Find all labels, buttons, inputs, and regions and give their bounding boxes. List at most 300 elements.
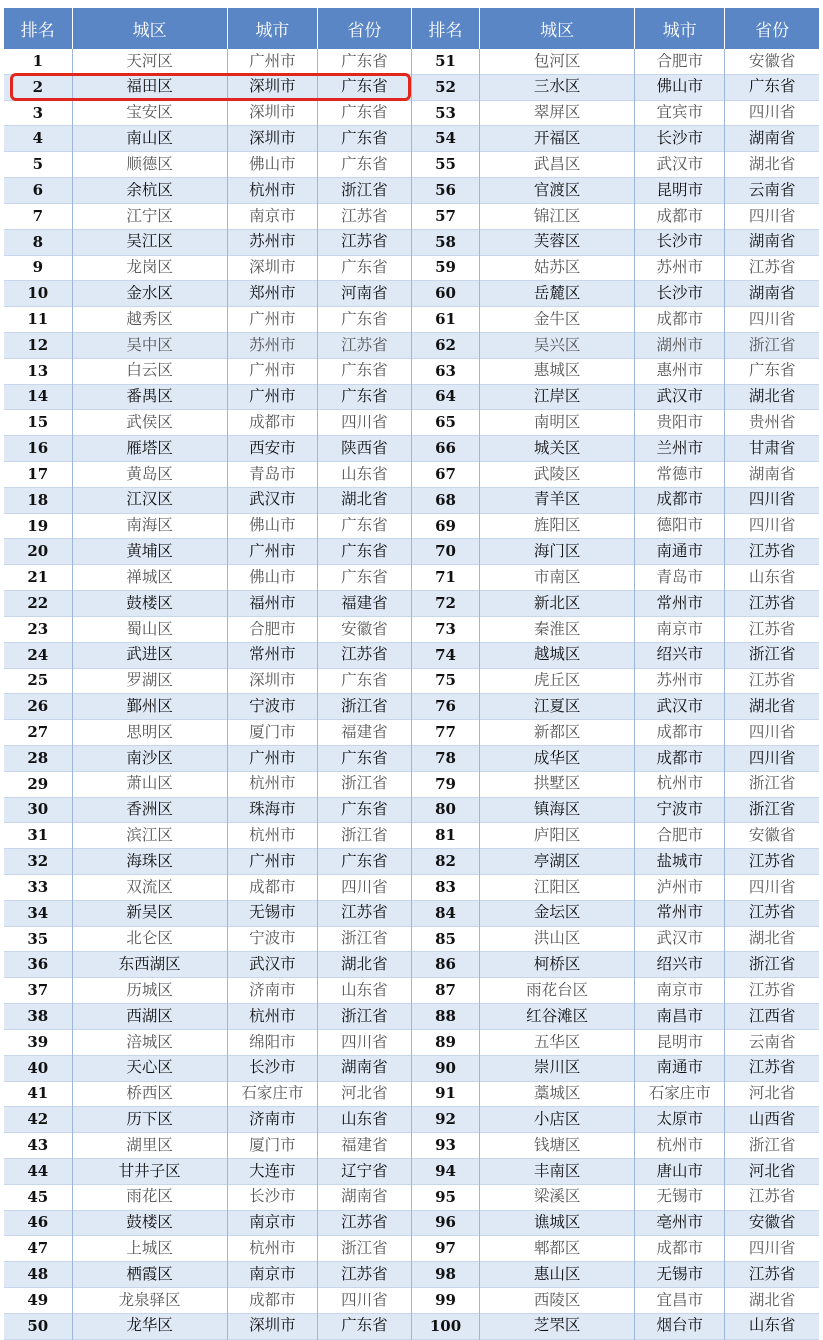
cell-district-right: 翠屏区 [480, 100, 635, 126]
table-row [4, 1107, 819, 1133]
cell-district-left: 番禺区 [72, 384, 227, 410]
cell-province-left: 广东省 [317, 126, 411, 152]
table-row [4, 1133, 819, 1159]
cell-province-left: 广东省 [317, 745, 411, 771]
cell-district-right: 市南区 [480, 565, 635, 591]
cell-province-right: 四川省 [725, 203, 819, 229]
table-row [4, 565, 819, 591]
cell-city-left: 广州市 [227, 849, 317, 875]
cell-province-left: 浙江省 [317, 771, 411, 797]
cell-district-left: 龙岗区 [72, 255, 227, 281]
cell-city-left: 石家庄市 [227, 1081, 317, 1107]
cell-city-right: 杭州市 [635, 771, 725, 797]
cell-district-right: 梁溪区 [480, 1184, 635, 1210]
cell-rank-left: 27 [4, 720, 72, 746]
cell-rank-right: 83 [411, 875, 479, 901]
cell-district-left: 上城区 [72, 1236, 227, 1262]
cell-province-left: 湖北省 [317, 952, 411, 978]
cell-city-left: 广州市 [227, 539, 317, 565]
cell-province-left: 河北省 [317, 1081, 411, 1107]
cell-province-left: 广东省 [317, 849, 411, 875]
cell-district-right: 崇川区 [480, 1055, 635, 1081]
cell-city-right: 宁波市 [635, 797, 725, 823]
cell-rank-left: 35 [4, 926, 72, 952]
cell-district-left: 涪城区 [72, 1029, 227, 1055]
cell-rank-right: 85 [411, 926, 479, 952]
cell-province-left: 江苏省 [317, 203, 411, 229]
cell-rank-right: 94 [411, 1158, 479, 1184]
cell-rank-right: 56 [411, 178, 479, 204]
cell-district-left: 天心区 [72, 1055, 227, 1081]
cell-province-left: 湖南省 [317, 1055, 411, 1081]
cell-city-left: 深圳市 [227, 126, 317, 152]
cell-district-right: 南明区 [480, 410, 635, 436]
cell-city-right: 德阳市 [635, 513, 725, 539]
cell-rank-left: 4 [4, 126, 72, 152]
cell-district-right: 芙蓉区 [480, 229, 635, 255]
cell-rank-right: 79 [411, 771, 479, 797]
cell-city-left: 深圳市 [227, 668, 317, 694]
cell-district-right: 三水区 [480, 74, 635, 100]
cell-city-left: 无锡市 [227, 900, 317, 926]
cell-city-left: 深圳市 [227, 74, 317, 100]
cell-district-right: 岳麓区 [480, 281, 635, 307]
cell-city-right: 绍兴市 [635, 952, 725, 978]
cell-rank-left: 28 [4, 745, 72, 771]
cell-rank-right: 72 [411, 591, 479, 617]
cell-city-left: 西安市 [227, 436, 317, 462]
header-province-left: 省份 [317, 8, 411, 49]
cell-city-left: 广州市 [227, 49, 317, 74]
cell-province-right: 安徽省 [725, 1210, 819, 1236]
cell-rank-left: 37 [4, 978, 72, 1004]
cell-rank-right: 84 [411, 900, 479, 926]
table-row [4, 1029, 819, 1055]
cell-district-left: 余杭区 [72, 178, 227, 204]
cell-district-right: 包河区 [480, 49, 635, 74]
cell-rank-right: 89 [411, 1029, 479, 1055]
cell-rank-right: 95 [411, 1184, 479, 1210]
cell-city-right: 昆明市 [635, 178, 725, 204]
cell-city-left: 珠海市 [227, 797, 317, 823]
cell-district-right: 钱塘区 [480, 1133, 635, 1159]
cell-rank-right: 81 [411, 823, 479, 849]
table-row [4, 513, 819, 539]
cell-rank-right: 57 [411, 203, 479, 229]
table-row [4, 797, 819, 823]
cell-rank-left: 23 [4, 616, 72, 642]
cell-district-right: 青羊区 [480, 487, 635, 513]
header-city-right: 城市 [635, 8, 725, 49]
header-rank-right: 排名 [411, 8, 479, 49]
cell-district-right: 旌阳区 [480, 513, 635, 539]
cell-city-left: 杭州市 [227, 1236, 317, 1262]
cell-rank-right: 54 [411, 126, 479, 152]
cell-rank-left: 33 [4, 875, 72, 901]
cell-province-right: 山东省 [725, 1313, 819, 1339]
cell-province-left: 江苏省 [317, 1262, 411, 1288]
cell-rank-right: 73 [411, 616, 479, 642]
cell-rank-right: 74 [411, 642, 479, 668]
cell-district-right: 西陵区 [480, 1288, 635, 1314]
cell-district-right: 吴兴区 [480, 332, 635, 358]
cell-city-left: 武汉市 [227, 952, 317, 978]
cell-province-right: 湖北省 [725, 384, 819, 410]
table-row [4, 1236, 819, 1262]
cell-province-right: 甘肃省 [725, 436, 819, 462]
cell-rank-right: 66 [411, 436, 479, 462]
table-row [4, 875, 819, 901]
cell-rank-right: 82 [411, 849, 479, 875]
cell-rank-left: 3 [4, 100, 72, 126]
cell-rank-left: 38 [4, 1004, 72, 1030]
cell-rank-right: 71 [411, 565, 479, 591]
cell-province-left: 广东省 [317, 74, 411, 100]
cell-city-left: 佛山市 [227, 152, 317, 178]
cell-province-left: 江苏省 [317, 229, 411, 255]
cell-city-right: 成都市 [635, 487, 725, 513]
cell-province-left: 江苏省 [317, 900, 411, 926]
cell-district-left: 双流区 [72, 875, 227, 901]
table-row [4, 1262, 819, 1288]
cell-rank-right: 63 [411, 358, 479, 384]
cell-rank-right: 78 [411, 745, 479, 771]
cell-province-left: 山东省 [317, 1107, 411, 1133]
ranking-table-container [4, 0, 819, 1340]
table-row [4, 152, 819, 178]
cell-rank-left: 32 [4, 849, 72, 875]
cell-district-right: 锦江区 [480, 203, 635, 229]
cell-province-right: 湖南省 [725, 281, 819, 307]
cell-city-right: 贵阳市 [635, 410, 725, 436]
cell-rank-right: 62 [411, 332, 479, 358]
cell-province-left: 广东省 [317, 565, 411, 591]
cell-province-right: 湖北省 [725, 926, 819, 952]
cell-province-left: 四川省 [317, 875, 411, 901]
cell-city-right: 合肥市 [635, 49, 725, 74]
table-row [4, 281, 819, 307]
cell-district-left: 历城区 [72, 978, 227, 1004]
header-row [4, 8, 819, 49]
cell-district-left: 天河区 [72, 49, 227, 74]
cell-province-left: 四川省 [317, 1029, 411, 1055]
cell-province-right: 云南省 [725, 1029, 819, 1055]
cell-city-right: 成都市 [635, 1236, 725, 1262]
cell-district-left: 禅城区 [72, 565, 227, 591]
cell-city-left: 长沙市 [227, 1184, 317, 1210]
cell-province-left: 广东省 [317, 255, 411, 281]
cell-rank-left: 25 [4, 668, 72, 694]
table-row [4, 591, 819, 617]
cell-province-left: 浙江省 [317, 1004, 411, 1030]
table-row [4, 178, 819, 204]
cell-city-right: 绍兴市 [635, 642, 725, 668]
cell-rank-right: 97 [411, 1236, 479, 1262]
cell-rank-left: 42 [4, 1107, 72, 1133]
cell-rank-left: 46 [4, 1210, 72, 1236]
cell-district-left: 越秀区 [72, 307, 227, 333]
cell-rank-left: 20 [4, 539, 72, 565]
cell-district-left: 南海区 [72, 513, 227, 539]
cell-district-left: 东西湖区 [72, 952, 227, 978]
cell-district-left: 江宁区 [72, 203, 227, 229]
cell-province-right: 浙江省 [725, 797, 819, 823]
cell-district-left: 滨江区 [72, 823, 227, 849]
table-row [4, 616, 819, 642]
cell-district-left: 新吴区 [72, 900, 227, 926]
cell-province-left: 广东省 [317, 513, 411, 539]
cell-city-right: 长沙市 [635, 126, 725, 152]
cell-city-right: 成都市 [635, 745, 725, 771]
table-row [4, 952, 819, 978]
cell-rank-right: 93 [411, 1133, 479, 1159]
cell-city-left: 长沙市 [227, 1055, 317, 1081]
cell-rank-right: 68 [411, 487, 479, 513]
cell-rank-left: 43 [4, 1133, 72, 1159]
header-city-left: 城市 [227, 8, 317, 49]
cell-city-left: 杭州市 [227, 178, 317, 204]
cell-rank-right: 88 [411, 1004, 479, 1030]
cell-city-left: 苏州市 [227, 332, 317, 358]
cell-province-left: 湖北省 [317, 487, 411, 513]
table-row [4, 229, 819, 255]
cell-rank-left: 48 [4, 1262, 72, 1288]
cell-province-right: 江苏省 [725, 255, 819, 281]
cell-province-left: 福建省 [317, 591, 411, 617]
cell-district-right: 镇海区 [480, 797, 635, 823]
cell-province-right: 江苏省 [725, 849, 819, 875]
cell-rank-right: 59 [411, 255, 479, 281]
cell-province-right: 四川省 [725, 875, 819, 901]
cell-province-left: 广东省 [317, 384, 411, 410]
cell-district-left: 海珠区 [72, 849, 227, 875]
cell-city-right: 惠州市 [635, 358, 725, 384]
cell-rank-right: 58 [411, 229, 479, 255]
cell-rank-right: 55 [411, 152, 479, 178]
cell-district-right: 江阳区 [480, 875, 635, 901]
cell-city-left: 福州市 [227, 591, 317, 617]
table-row [4, 49, 819, 74]
cell-city-left: 济南市 [227, 1107, 317, 1133]
cell-province-left: 广东省 [317, 152, 411, 178]
cell-rank-left: 15 [4, 410, 72, 436]
cell-district-left: 西湖区 [72, 1004, 227, 1030]
cell-city-right: 烟台市 [635, 1313, 725, 1339]
cell-district-right: 藁城区 [480, 1081, 635, 1107]
cell-district-right: 金牛区 [480, 307, 635, 333]
cell-district-right: 惠城区 [480, 358, 635, 384]
cell-rank-right: 64 [411, 384, 479, 410]
cell-district-left: 白云区 [72, 358, 227, 384]
cell-province-right: 云南省 [725, 178, 819, 204]
cell-province-left: 陕西省 [317, 436, 411, 462]
cell-district-left: 武进区 [72, 642, 227, 668]
cell-province-right: 江西省 [725, 1004, 819, 1030]
cell-district-right: 城关区 [480, 436, 635, 462]
cell-province-right: 贵州省 [725, 410, 819, 436]
cell-rank-right: 53 [411, 100, 479, 126]
cell-city-left: 郑州市 [227, 281, 317, 307]
cell-district-right: 谯城区 [480, 1210, 635, 1236]
table-row [4, 410, 819, 436]
cell-rank-left: 36 [4, 952, 72, 978]
cell-district-right: 海门区 [480, 539, 635, 565]
table-row [4, 771, 819, 797]
cell-rank-left: 29 [4, 771, 72, 797]
cell-rank-left: 34 [4, 900, 72, 926]
cell-district-right: 小店区 [480, 1107, 635, 1133]
table-row [4, 307, 819, 333]
table-row [4, 849, 819, 875]
cell-city-left: 广州市 [227, 384, 317, 410]
cell-district-right: 新北区 [480, 591, 635, 617]
cell-district-left: 历下区 [72, 1107, 227, 1133]
cell-city-right: 常州市 [635, 900, 725, 926]
cell-province-right: 浙江省 [725, 952, 819, 978]
cell-city-right: 湖州市 [635, 332, 725, 358]
cell-province-right: 江苏省 [725, 591, 819, 617]
table-row [4, 358, 819, 384]
cell-city-right: 苏州市 [635, 668, 725, 694]
cell-province-left: 广东省 [317, 307, 411, 333]
cell-province-right: 河北省 [725, 1081, 819, 1107]
cell-province-left: 安徽省 [317, 616, 411, 642]
cell-city-right: 无锡市 [635, 1262, 725, 1288]
cell-city-left: 厦门市 [227, 720, 317, 746]
header-district-right: 城区 [480, 8, 635, 49]
cell-rank-right: 61 [411, 307, 479, 333]
cell-city-right: 太原市 [635, 1107, 725, 1133]
cell-rank-right: 69 [411, 513, 479, 539]
cell-province-left: 广东省 [317, 797, 411, 823]
cell-province-left: 四川省 [317, 410, 411, 436]
cell-city-left: 杭州市 [227, 1004, 317, 1030]
table-row [4, 462, 819, 488]
cell-rank-right: 52 [411, 74, 479, 100]
cell-province-left: 江苏省 [317, 642, 411, 668]
cell-province-right: 浙江省 [725, 771, 819, 797]
cell-rank-left: 30 [4, 797, 72, 823]
cell-province-right: 江苏省 [725, 1262, 819, 1288]
cell-rank-right: 87 [411, 978, 479, 1004]
cell-rank-left: 49 [4, 1288, 72, 1314]
table-row [4, 1081, 819, 1107]
cell-city-left: 苏州市 [227, 229, 317, 255]
cell-rank-right: 65 [411, 410, 479, 436]
cell-rank-left: 21 [4, 565, 72, 591]
cell-rank-left: 44 [4, 1158, 72, 1184]
cell-province-left: 江苏省 [317, 332, 411, 358]
cell-province-left: 山东省 [317, 462, 411, 488]
cell-rank-left: 1 [4, 49, 72, 74]
cell-district-right: 武昌区 [480, 152, 635, 178]
cell-province-right: 湖北省 [725, 152, 819, 178]
cell-province-left: 广东省 [317, 668, 411, 694]
cell-province-right: 湖北省 [725, 1288, 819, 1314]
cell-city-left: 济南市 [227, 978, 317, 1004]
cell-city-right: 长沙市 [635, 229, 725, 255]
cell-city-right: 长沙市 [635, 281, 725, 307]
cell-city-right: 武汉市 [635, 152, 725, 178]
table-row [4, 720, 819, 746]
cell-province-left: 四川省 [317, 1288, 411, 1314]
table-row [4, 74, 819, 100]
cell-district-right: 庐阳区 [480, 823, 635, 849]
cell-district-right: 开福区 [480, 126, 635, 152]
cell-district-right: 拱墅区 [480, 771, 635, 797]
cell-city-left: 杭州市 [227, 771, 317, 797]
cell-city-left: 南京市 [227, 203, 317, 229]
cell-district-right: 成华区 [480, 745, 635, 771]
table-row [4, 668, 819, 694]
cell-province-right: 河北省 [725, 1158, 819, 1184]
cell-district-left: 龙泉驿区 [72, 1288, 227, 1314]
cell-province-right: 江苏省 [725, 900, 819, 926]
cell-district-left: 金水区 [72, 281, 227, 307]
table-row [4, 745, 819, 771]
header-district-left: 城区 [72, 8, 227, 49]
cell-rank-left: 17 [4, 462, 72, 488]
cell-province-right: 四川省 [725, 745, 819, 771]
cell-district-right: 五华区 [480, 1029, 635, 1055]
cell-district-right: 官渡区 [480, 178, 635, 204]
cell-province-right: 江苏省 [725, 539, 819, 565]
cell-province-left: 福建省 [317, 720, 411, 746]
cell-district-left: 湖里区 [72, 1133, 227, 1159]
cell-district-left: 罗湖区 [72, 668, 227, 694]
cell-district-left: 吴中区 [72, 332, 227, 358]
cell-city-left: 成都市 [227, 1288, 317, 1314]
table-row [4, 823, 819, 849]
cell-rank-right: 67 [411, 462, 479, 488]
cell-city-right: 成都市 [635, 203, 725, 229]
cell-rank-right: 70 [411, 539, 479, 565]
cell-province-right: 湖南省 [725, 229, 819, 255]
cell-rank-right: 51 [411, 49, 479, 74]
cell-province-right: 浙江省 [725, 642, 819, 668]
cell-rank-right: 77 [411, 720, 479, 746]
table-row [4, 1158, 819, 1184]
cell-district-left: 萧山区 [72, 771, 227, 797]
cell-city-left: 武汉市 [227, 487, 317, 513]
cell-district-right: 洪山区 [480, 926, 635, 952]
cell-rank-left: 40 [4, 1055, 72, 1081]
cell-rank-right: 76 [411, 694, 479, 720]
cell-district-left: 顺德区 [72, 152, 227, 178]
cell-city-left: 深圳市 [227, 255, 317, 281]
cell-province-left: 浙江省 [317, 694, 411, 720]
cell-city-left: 成都市 [227, 875, 317, 901]
cell-district-left: 黄埔区 [72, 539, 227, 565]
cell-district-right: 红谷滩区 [480, 1004, 635, 1030]
cell-city-right: 石家庄市 [635, 1081, 725, 1107]
cell-city-left: 广州市 [227, 745, 317, 771]
cell-rank-right: 96 [411, 1210, 479, 1236]
cell-rank-left: 2 [4, 74, 72, 100]
cell-district-left: 思明区 [72, 720, 227, 746]
cell-province-left: 河南省 [317, 281, 411, 307]
cell-province-right: 四川省 [725, 720, 819, 746]
cell-rank-left: 45 [4, 1184, 72, 1210]
cell-city-right: 南昌市 [635, 1004, 725, 1030]
cell-rank-right: 86 [411, 952, 479, 978]
table-row [4, 1288, 819, 1314]
cell-city-right: 南通市 [635, 539, 725, 565]
cell-city-left: 厦门市 [227, 1133, 317, 1159]
cell-province-right: 山东省 [725, 565, 819, 591]
cell-district-right: 秦淮区 [480, 616, 635, 642]
cell-district-left: 蜀山区 [72, 616, 227, 642]
